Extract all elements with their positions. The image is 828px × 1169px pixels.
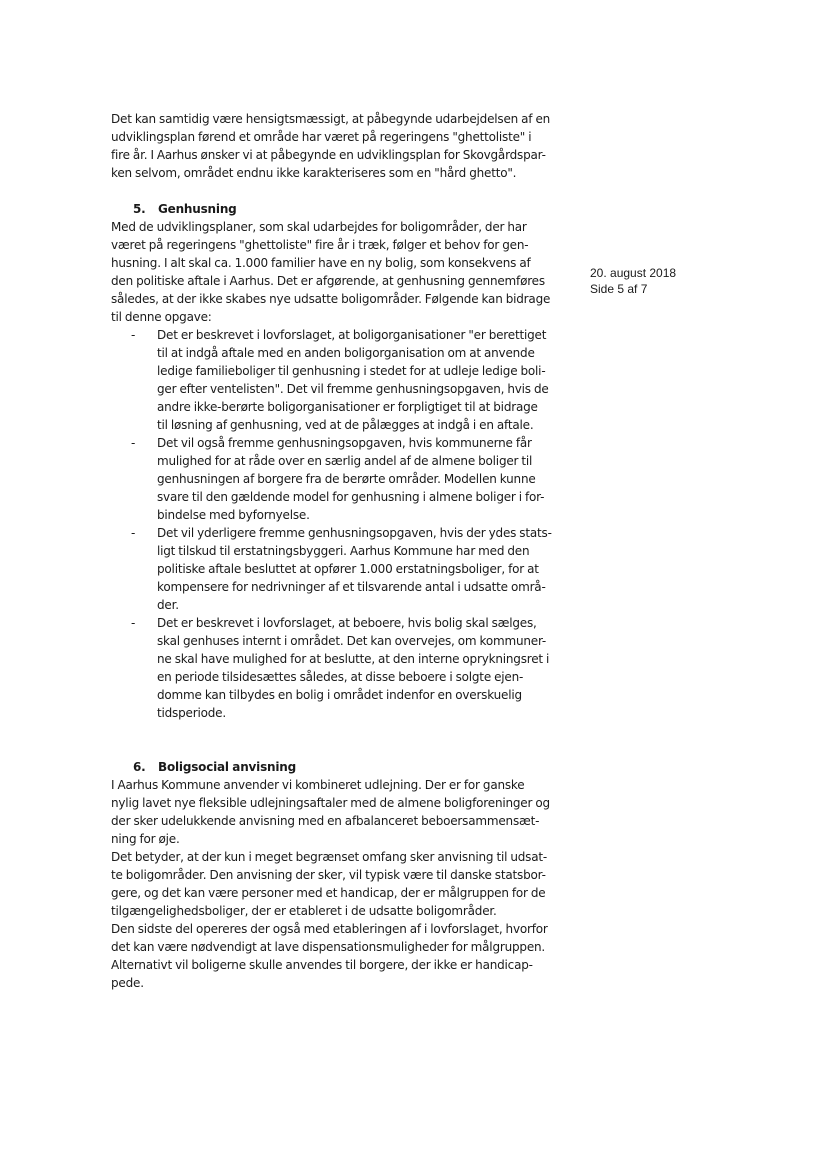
bullet-line: ger efter ventelisten". Det vil fremme genhusningsopgaven, hvis de	[157, 382, 549, 396]
bullet-line: andre ikke-berørte boligorganisationer er forpligtiget til at bidrage	[157, 400, 538, 414]
dash-bullet: -	[131, 616, 136, 630]
body-line: gere, og det kan være personer med et handicap, der er målgruppen for de	[111, 886, 546, 900]
bullet-line: ledige familieboliger til genhusning i stedet for at udleje ledige boli-	[157, 364, 546, 378]
section-5-title: Genhusning	[158, 202, 237, 216]
bullet-line: til løsning af genhusning, ved at de pålægges at indgå i en aftale.	[157, 418, 534, 432]
bullet-line: der.	[157, 598, 179, 612]
bullet-line: Det vil også fremme genhusningsopgaven, hvis kommunerne får	[157, 436, 532, 450]
page-number: Side 5 af 7	[590, 282, 648, 296]
page-meta	[590, 265, 676, 297]
section-5-number: 5.	[133, 202, 146, 216]
dash-bullet: -	[131, 526, 136, 540]
section-6-heading	[111, 758, 566, 776]
body-line: nylig lavet nye fleksible udlejningsaftaler med de almene boligforeninger og	[111, 796, 550, 810]
bullet-line: til at indgå aftale med en anden boligorganisation om at anvende	[157, 346, 535, 360]
body-line: til denne opgave:	[111, 310, 212, 324]
document-date: 20. august 2018	[590, 266, 677, 280]
bullet-line: Det er beskrevet i lovforslaget, at boligorganisationer "er berettiget	[157, 328, 547, 342]
body-line: Det betyder, at der kun i meget begrænset omfang sker anvisning til udsat-	[111, 850, 547, 864]
bullet-line: skal genhuses internt i området. Det kan overvejes, om kommuner-	[157, 634, 547, 648]
dash-bullet: -	[131, 436, 136, 450]
body-line: pede.	[111, 976, 144, 990]
body-line: ning for øje.	[111, 832, 180, 846]
body-line: været på regeringens "ghettoliste" fire år i træk, følger et behov for gen-	[111, 238, 529, 252]
body-line: det kan være nødvendigt at lave dispensationsmuligheder for målgruppen.	[111, 940, 546, 954]
body-line: således, at der ikke skabes nye udsatte boligområder. Følgende kan bidrage	[111, 292, 551, 306]
section-5-bullet-list	[111, 326, 566, 722]
body-line: Den sidste del opereres der også med etableringen af i lovforslaget, hvorfor	[111, 922, 548, 936]
bullet-item	[131, 326, 566, 434]
intro-line: ken selvom, området endnu ikke karakteriseres som en "hård ghetto".	[111, 166, 517, 180]
bullet-item	[131, 614, 566, 722]
body-line: I Aarhus Kommune anvender vi kombineret udlejning. Der er for ganske	[111, 778, 525, 792]
body-line: tilgængelighedsboliger, der er etableret i de udsatte boligområder.	[111, 904, 497, 918]
bullet-item	[131, 434, 566, 524]
bullet-line: genhusningen af borgere fra de berørte områder. Modellen kunne	[157, 472, 536, 486]
bullet-line: Det er beskrevet i lovforslaget, at beboere, hvis bolig skal sælges,	[157, 616, 537, 630]
dash-bullet: -	[131, 328, 136, 342]
bullet-line: en periode tilsidesættes således, at disse beboere i solgte ejen-	[157, 670, 524, 684]
bullet-line: ligt tilskud til erstatningsbyggeri. Aarhus Kommune har med den	[157, 544, 530, 558]
section-6-paragraph	[111, 848, 566, 920]
body-line: Med de udviklingsplaner, som skal udarbejdes for boligområder, der har	[111, 220, 527, 234]
section-5-heading	[111, 200, 566, 218]
section-6-number: 6.	[133, 760, 146, 774]
body-line: den politiske aftale i Aarhus. Det er afgørende, at genhusning gennemføres	[111, 274, 545, 288]
body-line: Alternativt vil boligerne skulle anvendes til borgere, der ikke er handicap-	[111, 958, 533, 972]
section-5-body	[111, 218, 566, 326]
body-line: husning. I alt skal ca. 1.000 familier have en ny bolig, som konsekvens af	[111, 256, 531, 270]
document-body	[111, 110, 566, 992]
bullet-line: domme kan tilbydes en bolig i området indenfor en overskuelig	[157, 688, 522, 702]
bullet-line: bindelse med byfornyelse.	[157, 508, 310, 522]
section-6-title: Boligsocial anvisning	[158, 760, 297, 774]
intro-line: fire år. I Aarhus ønsker vi at påbegynde en udviklingsplan for Skovgårdspar-	[111, 148, 546, 162]
intro-line: udviklingsplan førend et område har været på regeringens "ghettoliste" i	[111, 130, 532, 144]
bullet-line: tidsperiode.	[157, 706, 226, 720]
bullet-line: Det vil yderligere fremme genhusningsopgaven, hvis der ydes stats-	[157, 526, 552, 540]
bullet-line: mulighed for at råde over en særlig andel af de almene boliger til	[157, 454, 533, 468]
intro-paragraph	[111, 110, 566, 182]
intro-line: Det kan samtidig være hensigtsmæssigt, at påbegynde udarbejdelsen af en	[111, 112, 551, 126]
bullet-line: ne skal have mulighed for at beslutte, at den interne oprykningsret i	[157, 652, 550, 666]
body-line: der sker udelukkende anvisning med en afbalanceret beboersammensæt-	[111, 814, 540, 828]
bullet-item	[131, 524, 566, 614]
bullet-line: kompensere for nedrivninger af et tilsvarende antal i udsatte områ-	[157, 580, 546, 594]
body-line: te boligområder. Den anvisning der sker, vil typisk være til danske statsbor-	[111, 868, 546, 882]
bullet-line: politiske aftale besluttet at opfører 1.000 erstatningsboliger, for at	[157, 562, 539, 576]
section-6-paragraph	[111, 920, 566, 992]
bullet-line: svare til den gældende model for genhusning i almene boliger i for-	[157, 490, 545, 504]
section-6-paragraph	[111, 776, 566, 848]
